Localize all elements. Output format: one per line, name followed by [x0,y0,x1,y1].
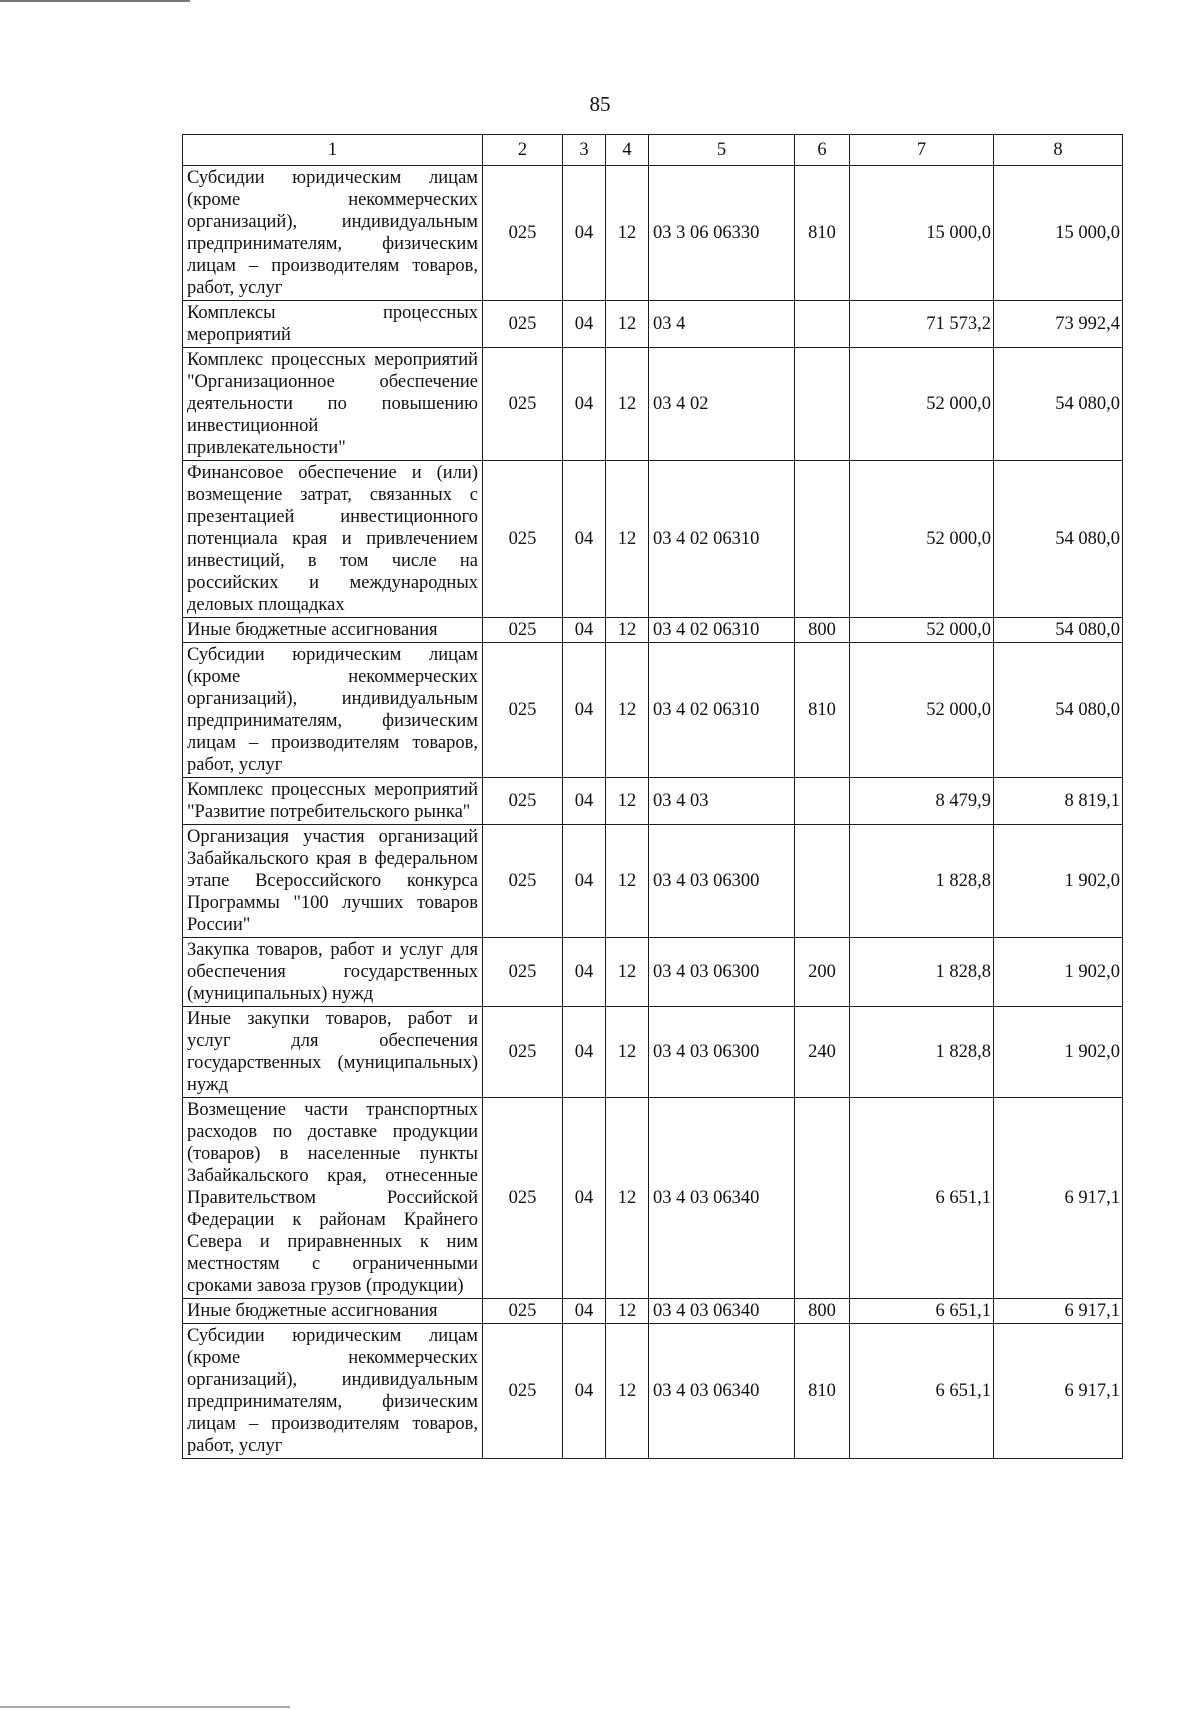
cell-col6: 800 [795,618,850,643]
cell-col3: 04 [563,938,606,1007]
row-description: Субсидии юридическим лицам (кроме некоммерческих организаций), индивидуальным предпринимателям, физическим лицам – производителям товаров, работ, услуг [183,1324,483,1459]
cell-col8: 6 917,1 [994,1324,1123,1459]
table-row [183,1007,1123,1098]
cell-col6: 810 [795,166,850,301]
cell-col2: 025 [483,825,563,938]
cell-col2: 025 [483,348,563,461]
cell-col6 [795,348,850,461]
cell-col3: 04 [563,1007,606,1098]
cell-col2: 025 [483,1299,563,1324]
row-description: Закупка товаров, работ и услуг для обеспечения государственных (муниципальных) нужд [183,938,483,1007]
cell-code: 03 4 02 06310 [649,461,795,618]
cell-col3: 04 [563,825,606,938]
column-header: 7 [850,135,994,166]
row-description: Комплекс процессных мероприятий "Развитие потребительского рынка" [183,778,483,825]
column-number-row [183,135,1123,166]
column-header: 1 [183,135,483,166]
cell-col2: 025 [483,301,563,348]
row-description: Иные бюджетные ассигнования [183,618,483,643]
row-description: Субсидии юридическим лицам (кроме некоммерческих организаций), индивидуальным предпринимателям, физическим лицам – производителям товаров, работ, услуг [183,643,483,778]
cell-col4: 12 [606,938,649,1007]
row-description: Финансовое обеспечение и (или) возмещение затрат, связанных с презентацией инвестиционного потенциала края и привлечением инвестиций, в том числе на российских и международных деловых площадках [183,461,483,618]
cell-col7: 71 573,2 [850,301,994,348]
cell-col2: 025 [483,166,563,301]
budget-table [182,134,1123,1459]
table-row [183,166,1123,301]
cell-col8: 8 819,1 [994,778,1123,825]
row-description: Субсидии юридическим лицам (кроме некоммерческих организаций), индивидуальным предпринимателям, физическим лицам – производителям товаров, работ, услуг [183,166,483,301]
cell-col4: 12 [606,618,649,643]
cell-col8: 1 902,0 [994,825,1123,938]
cell-code: 03 4 03 06300 [649,825,795,938]
table-row [183,301,1123,348]
cell-code: 03 3 06 06330 [649,166,795,301]
cell-col8: 54 080,0 [994,461,1123,618]
table-row [183,1324,1123,1459]
cell-col2: 025 [483,618,563,643]
row-description: Иные закупки товаров, работ и услуг для обеспечения государственных (муниципальных) нужд [183,1007,483,1098]
page-number: 85 [589,92,611,116]
cell-code: 03 4 02 06310 [649,643,795,778]
cell-code: 03 4 03 06300 [649,938,795,1007]
cell-col4: 12 [606,348,649,461]
row-description: Комплексы процессных мероприятий [183,301,483,348]
cell-col6: 810 [795,1324,850,1459]
cell-code: 03 4 03 06340 [649,1299,795,1324]
cell-col7: 8 479,9 [850,778,994,825]
column-header: 5 [649,135,795,166]
table-row [183,825,1123,938]
cell-col8: 6 917,1 [994,1299,1123,1324]
table-row [183,643,1123,778]
cell-col7: 1 828,8 [850,1007,994,1098]
cell-col6 [795,778,850,825]
cell-col7: 1 828,8 [850,938,994,1007]
cell-col7: 6 651,1 [850,1299,994,1324]
cell-col4: 12 [606,643,649,778]
cell-col8: 1 902,0 [994,938,1123,1007]
cell-col6: 800 [795,1299,850,1324]
cell-col8: 6 917,1 [994,1098,1123,1299]
cell-col7: 6 651,1 [850,1324,994,1459]
cell-col2: 025 [483,778,563,825]
cell-code: 03 4 03 06340 [649,1098,795,1299]
cell-col3: 04 [563,643,606,778]
cell-col6: 810 [795,643,850,778]
cell-col7: 52 000,0 [850,348,994,461]
cell-code: 03 4 02 06310 [649,618,795,643]
cell-col2: 025 [483,938,563,1007]
cell-col6 [795,301,850,348]
cell-col4: 12 [606,1324,649,1459]
cell-col4: 12 [606,1299,649,1324]
cell-col7: 52 000,0 [850,618,994,643]
cell-col8: 54 080,0 [994,348,1123,461]
column-header: 3 [563,135,606,166]
cell-col6 [795,1098,850,1299]
cell-col3: 04 [563,778,606,825]
row-description: Организация участия организаций Забайкальского края в федеральном этапе Всероссийского конкурса Программы "100 лучших товаров России" [183,825,483,938]
table-row [183,618,1123,643]
cell-code: 03 4 03 06340 [649,1324,795,1459]
cell-col7: 15 000,0 [850,166,994,301]
cell-col4: 12 [606,1007,649,1098]
cell-col2: 025 [483,643,563,778]
table-row [183,461,1123,618]
cell-col2: 025 [483,461,563,618]
cell-col3: 04 [563,1324,606,1459]
cell-col8: 1 902,0 [994,1007,1123,1098]
column-header: 2 [483,135,563,166]
cell-col3: 04 [563,618,606,643]
table-row [183,938,1123,1007]
cell-col2: 025 [483,1324,563,1459]
cell-col7: 52 000,0 [850,461,994,618]
cell-col8: 73 992,4 [994,301,1123,348]
cell-col3: 04 [563,461,606,618]
cell-col4: 12 [606,778,649,825]
row-description: Иные бюджетные ассигнования [183,1299,483,1324]
column-header: 4 [606,135,649,166]
cell-col4: 12 [606,825,649,938]
cell-col4: 12 [606,301,649,348]
cell-col3: 04 [563,348,606,461]
cell-col3: 04 [563,1299,606,1324]
cell-col6: 240 [795,1007,850,1098]
cell-col6: 200 [795,938,850,1007]
cell-col4: 12 [606,166,649,301]
cell-code: 03 4 [649,301,795,348]
table-row [183,1098,1123,1299]
cell-col2: 025 [483,1007,563,1098]
cell-col3: 04 [563,1098,606,1299]
row-description: Комплекс процессных мероприятий "Организационное обеспечение деятельности по повышению инвестиционной привлекательности" [183,348,483,461]
cell-col2: 025 [483,1098,563,1299]
cell-col3: 04 [563,301,606,348]
cell-col8: 54 080,0 [994,618,1123,643]
cell-col7: 52 000,0 [850,643,994,778]
column-header: 6 [795,135,850,166]
column-header: 8 [994,135,1123,166]
cell-col7: 6 651,1 [850,1098,994,1299]
cell-code: 03 4 02 [649,348,795,461]
cell-col3: 04 [563,166,606,301]
scan-edge-bottom [0,1706,290,1708]
cell-col6 [795,461,850,618]
row-description: Возмещение части транспортных расходов по доставке продукции (товаров) в населенные пункты Забайкальского края, отнесенные Правительством Российской Федерации к районам Крайнего Севера и приравненных к ним местностям с ограниченными сроками завоза грузов (продукции) [183,1098,483,1299]
cell-col6 [795,825,850,938]
table-row [183,778,1123,825]
cell-col4: 12 [606,1098,649,1299]
scan-edge-top [0,0,190,2]
cell-col8: 54 080,0 [994,643,1123,778]
cell-code: 03 4 03 06300 [649,1007,795,1098]
cell-col8: 15 000,0 [994,166,1123,301]
table-row [183,1299,1123,1324]
cell-code: 03 4 03 [649,778,795,825]
cell-col7: 1 828,8 [850,825,994,938]
table-row [183,348,1123,461]
cell-col4: 12 [606,461,649,618]
